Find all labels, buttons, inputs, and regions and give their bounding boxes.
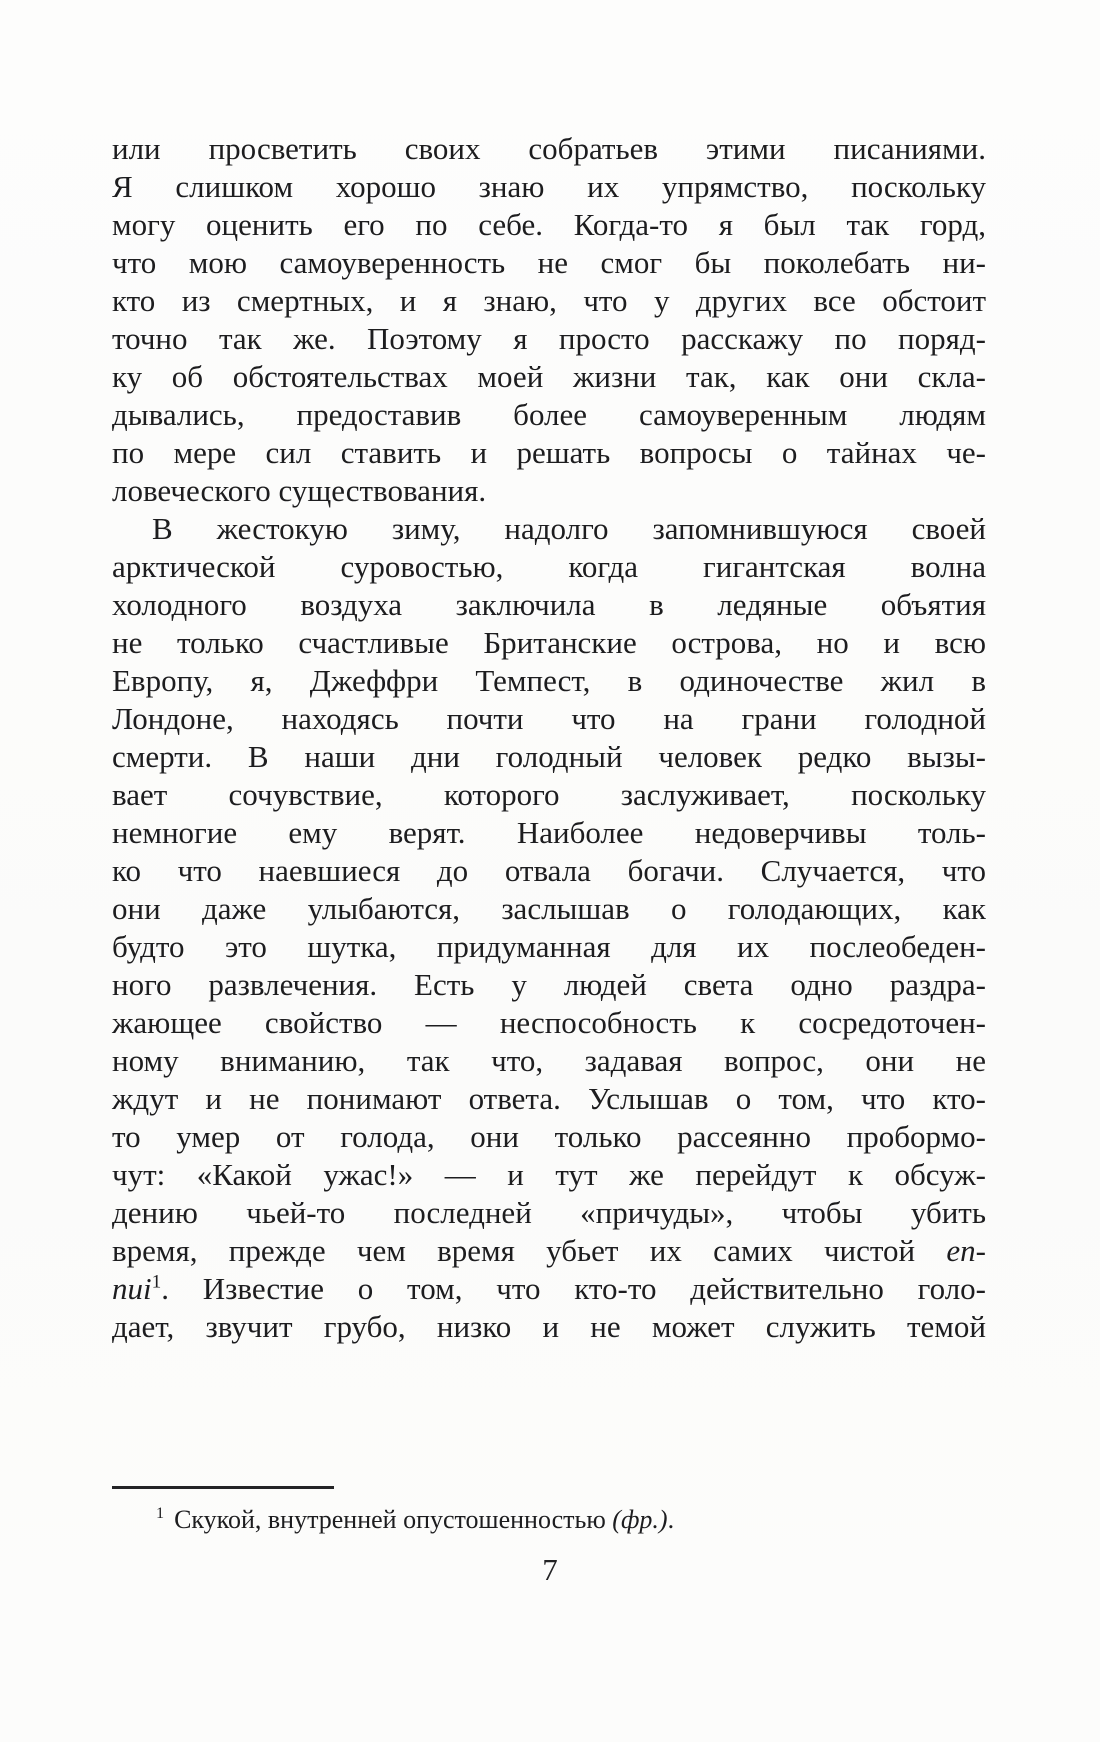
text-segment: en- — [946, 1233, 986, 1268]
text-segment: время, прежде чем время убьет их самих чистой — [112, 1233, 947, 1268]
footnote-marker: 1 — [156, 1505, 165, 1523]
text-segment: ловеческого существования. — [112, 473, 487, 508]
text-line — [112, 928, 986, 966]
text-line — [112, 776, 986, 814]
footnote-divider — [112, 1486, 334, 1489]
text-segment: чут: «Какой ужас!» — и тут же перейдут к обсуж- — [112, 1157, 986, 1192]
text-line — [112, 282, 986, 320]
page-number: 7 — [542, 1552, 558, 1587]
text-line — [112, 206, 986, 244]
text-line — [112, 130, 986, 168]
text-line — [112, 1232, 986, 1270]
text-line — [112, 662, 986, 700]
text-line — [112, 548, 986, 586]
text-segment: холодного воздуха заключила в ледяные объятия — [112, 587, 986, 622]
text-line — [112, 244, 986, 282]
text-segment: немногие ему верят. Наиболее недоверчивы толь- — [112, 815, 986, 850]
text-line — [112, 852, 986, 890]
text-line — [112, 624, 986, 662]
text-line — [112, 1080, 986, 1118]
text-segment: арктической суровостью, когда гигантская волна — [112, 549, 986, 584]
text-line — [112, 1308, 986, 1346]
text-segment: что мою самоуверенность не смог бы поколебать ни- — [112, 245, 986, 280]
text-segment: Я слишком хорошо знаю их упрямство, поскольку — [112, 169, 986, 204]
text-segment: nui — [112, 1271, 152, 1306]
text-line — [112, 586, 986, 624]
text-line — [112, 700, 986, 738]
footnote-period: . — [667, 1505, 675, 1534]
footnote-reference: 1 — [151, 1271, 162, 1293]
text-line — [112, 1118, 986, 1156]
text-segment: или просветить своих собратьев этими писаниями. — [112, 131, 986, 166]
text-segment: вает сочувствие, которого заслуживает, поскольку — [112, 777, 986, 812]
text-line — [112, 1194, 986, 1232]
text-segment: ного развлечения. Есть у людей света одно раздра- — [112, 967, 986, 1002]
text-line — [112, 890, 986, 928]
text-segment: ждут и не понимают ответа. Услышав о том, что кто- — [112, 1081, 986, 1116]
text-segment: то умер от голода, они только рассеянно пробормо- — [112, 1119, 986, 1154]
text-segment: кто из смертных, и я знаю, что у других все обстоит — [112, 283, 986, 318]
paragraph-continuation — [112, 130, 986, 510]
text-segment: смерти. В наши дни голодный человек редко вызы- — [112, 739, 986, 774]
text-line — [112, 396, 986, 434]
body-text — [112, 130, 986, 1346]
text-segment: они даже улыбаются, заслышав о голодающих, как — [112, 891, 986, 926]
footnote — [112, 1503, 986, 1537]
text-segment: дению чьей-то последней «причуды», чтобы убить — [112, 1195, 986, 1230]
text-line — [112, 1156, 986, 1194]
text-line — [112, 510, 986, 548]
text-line — [112, 1270, 986, 1308]
paragraph-winter — [112, 510, 986, 1346]
text-segment: ко что наевшиеся до отвала богачи. Случается, что — [112, 853, 986, 888]
text-line — [112, 738, 986, 776]
text-line — [112, 966, 986, 1004]
text-segment: Европу, я, Джеффри Темпест, в одиночестве жил в — [112, 663, 986, 698]
text-segment: ку об обстоятельствах моей жизни так, как они скла- — [112, 359, 986, 394]
text-line — [112, 168, 986, 206]
text-segment: В жестокую зиму, надолго запомнившуюся своей — [152, 511, 986, 546]
text-line — [112, 434, 986, 472]
text-segment: дывались, предоставив более самоуверенным людям — [112, 397, 986, 432]
text-segment: по мере сил ставить и решать вопросы о тайнах че- — [112, 435, 986, 470]
text-segment: точно так же. Поэтому я просто расскажу по поряд- — [112, 321, 986, 356]
text-line — [112, 358, 986, 396]
text-segment: ному вниманию, так что, задавая вопрос, они не — [112, 1043, 986, 1078]
footnote-language-note: (фр.) — [612, 1505, 668, 1534]
text-segment: могу оценить его по себе. Когда-то я был так горд, — [112, 207, 986, 242]
footnote-text: Скукой, внутренней опустошенностью — [174, 1505, 613, 1534]
text-segment: Лондоне, находясь почти что на грани голодной — [112, 701, 986, 736]
text-segment: будто это шутка, придуманная для их послеобеден- — [112, 929, 986, 964]
text-segment: . Известие о том, что кто-то действительно голо- — [161, 1271, 986, 1306]
text-segment: дает, звучит грубо, низко и не может служить темой — [112, 1309, 986, 1344]
text-line — [112, 320, 986, 358]
text-line — [112, 1042, 986, 1080]
text-line — [112, 472, 986, 510]
text-line — [112, 1004, 986, 1042]
text-segment: не только счастливые Британские острова, но и всю — [112, 625, 986, 660]
text-line — [112, 814, 986, 852]
text-segment: жающее свойство — неспособность к сосредоточен- — [112, 1005, 986, 1040]
